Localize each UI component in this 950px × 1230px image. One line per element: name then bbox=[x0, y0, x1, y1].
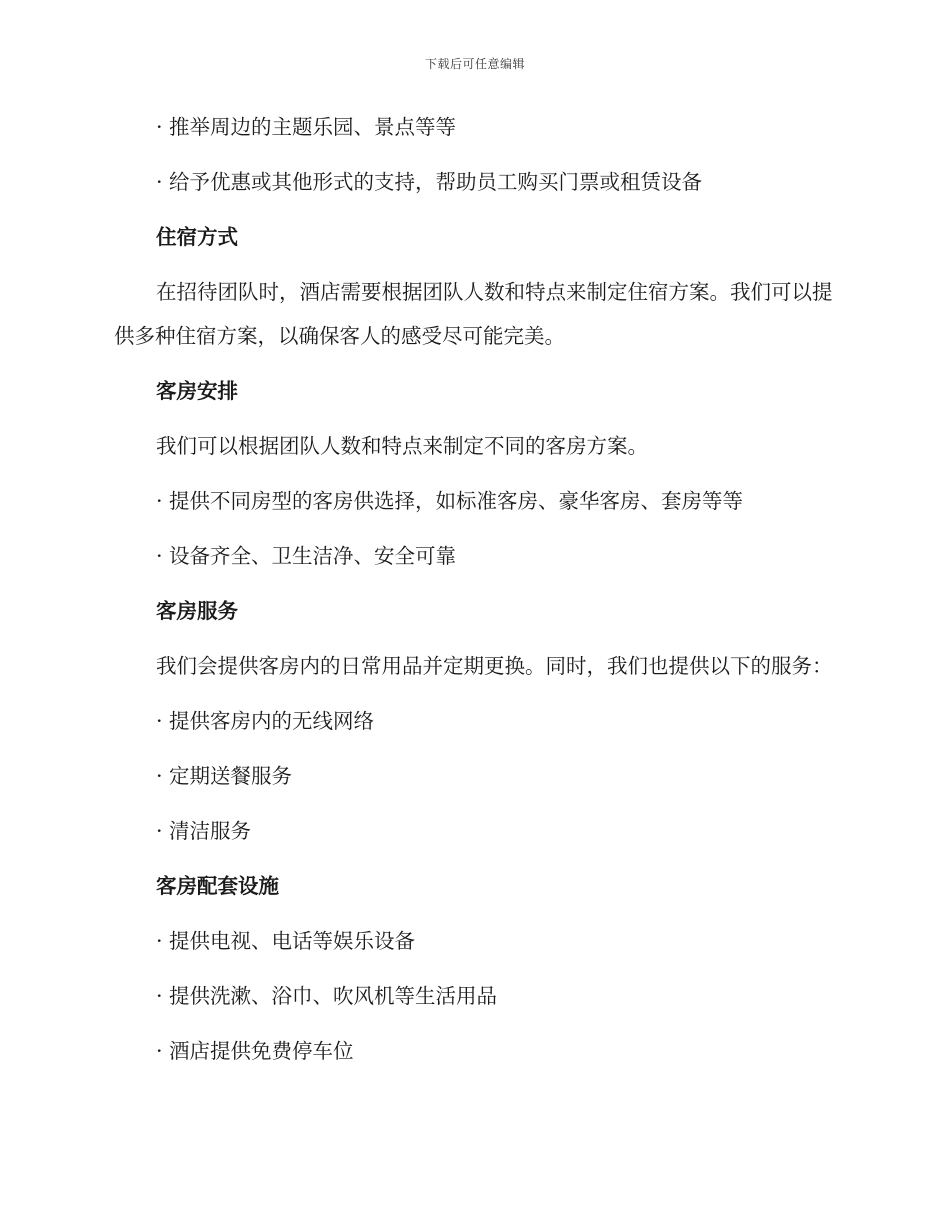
document-body bbox=[114, 105, 834, 1084]
bullet-item: · 提供不同房型的客房供选择，如标准客房、豪华客房、套房等等 bbox=[156, 489, 744, 513]
bullet-item: · 酒店提供免费停车位 bbox=[156, 1039, 354, 1063]
bullet-item: · 提供电视、电话等娱乐设备 bbox=[156, 929, 416, 953]
section-heading: 客房安排 bbox=[156, 379, 238, 403]
section-heading: 客房服务 bbox=[156, 599, 238, 623]
bullet-item: · 提供客房内的无线网络 bbox=[156, 709, 375, 733]
bullet-item: · 设备齐全、卫生洁净、安全可靠 bbox=[156, 544, 457, 568]
bullet-item: · 推举周边的主题乐园、景点等等 bbox=[156, 115, 457, 139]
bullet-item: · 提供洗漱、浴巾、吹风机等生活用品 bbox=[156, 984, 498, 1008]
paragraph-line: 我们可以根据团队人数和特点来制定不同的客房方案。 bbox=[156, 434, 648, 458]
paragraph: 在招待团队时，酒店需要根据团队人数和特点来制定住宿方案。我们可以提供多种住宿方案，以确保客人的感受尽可能完美。 bbox=[114, 280, 833, 348]
bullet-item: · 给予优惠或其他形式的支持，帮助员工购买门票或租赁设备 bbox=[156, 170, 703, 194]
section-heading: 住宿方式 bbox=[156, 225, 238, 249]
paragraph: 我们会提供客房内的日常用品并定期更换。同时，我们也提供以下的服务： bbox=[156, 654, 833, 678]
header-note: 下载后可任意编辑 bbox=[424, 57, 525, 71]
bullet-item: · 清洁服务 bbox=[156, 819, 252, 843]
section-heading: 客房配套设施 bbox=[156, 874, 279, 898]
bullet-item: · 定期送餐服务 bbox=[156, 764, 293, 788]
